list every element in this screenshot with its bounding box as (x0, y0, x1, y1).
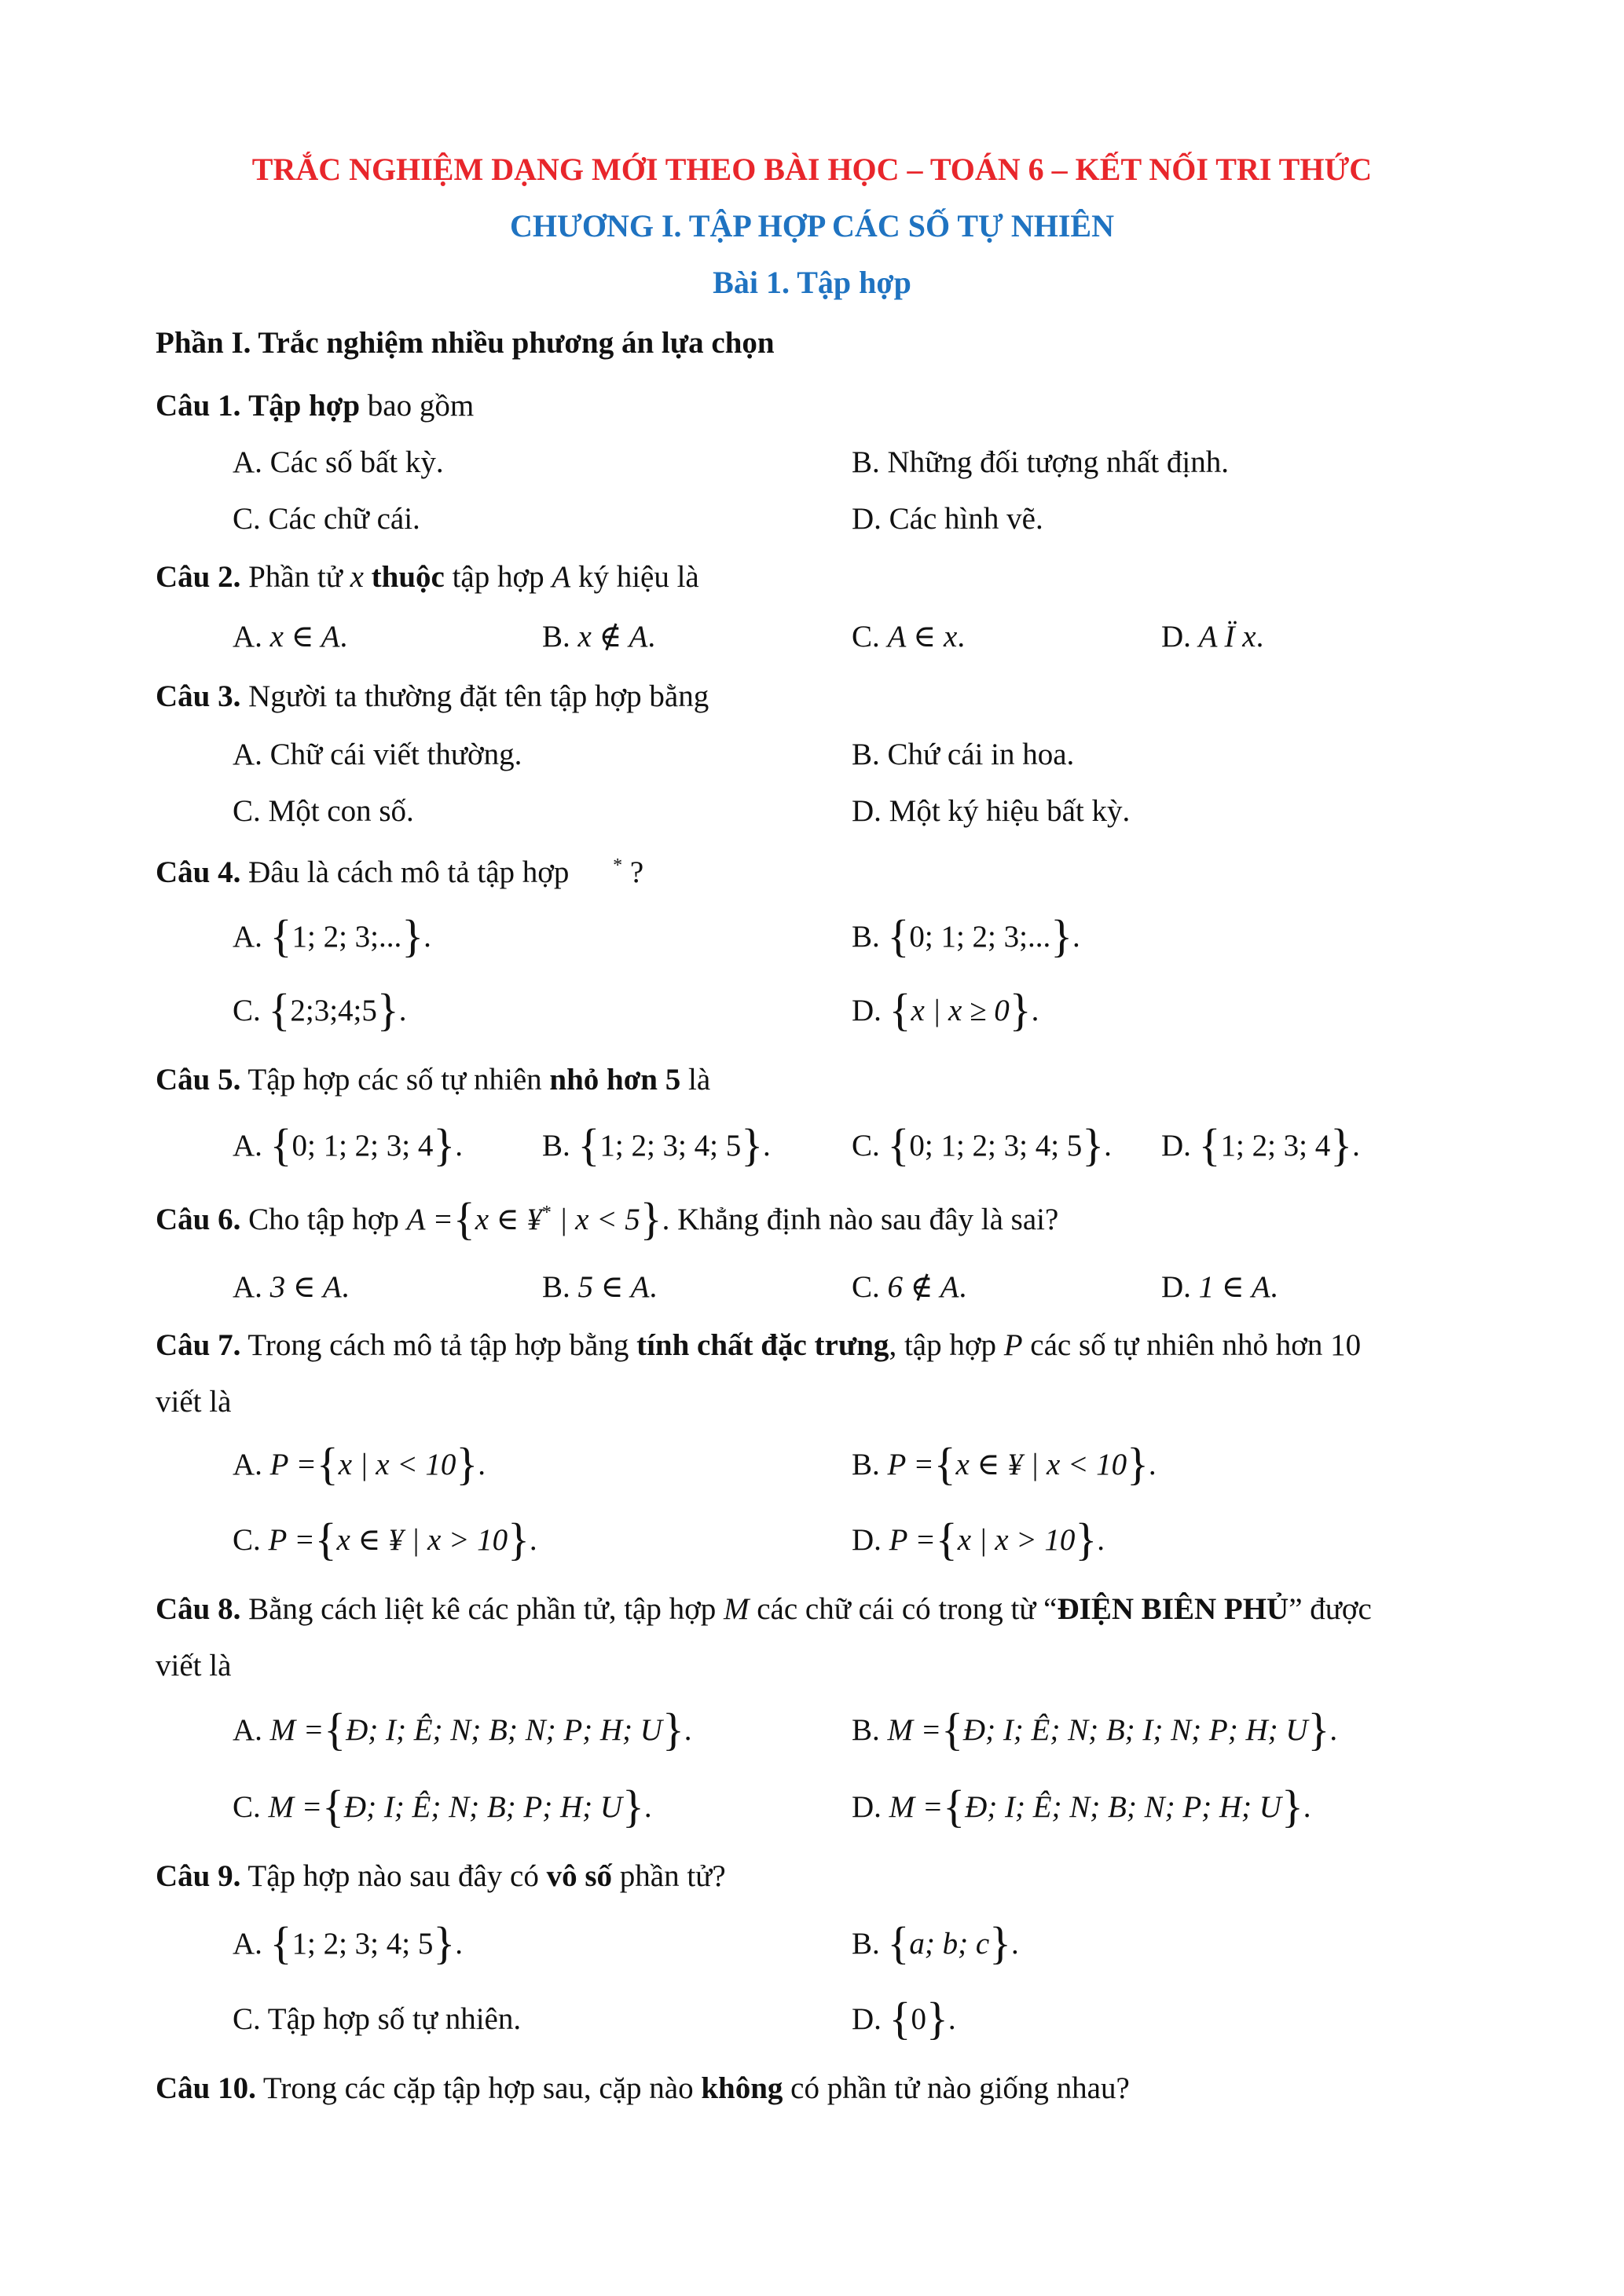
option-letter: B. (852, 1448, 888, 1481)
option-math: Đ; I; Ê; N; B; P; H; U (343, 1790, 623, 1824)
option-math: M = (887, 1713, 942, 1747)
q1-option-b[interactable]: B. Những đối tượng nhất định. (852, 445, 1229, 479)
option-letter: C. (233, 994, 269, 1027)
q9-option-c[interactable]: C. Tập hợp số tự nhiên. (233, 2002, 522, 2036)
q9-option-a[interactable]: A. {1; 2; 3; 4; 5}. (233, 1917, 463, 1968)
question-9 (156, 1858, 726, 1894)
option-letter: A. (233, 920, 270, 954)
question-8 (156, 1591, 1372, 1627)
document-title: TRẮC NGHIỆM DẠNG MỚI THEO BÀI HỌC – TOÁN 6 – KẾT NỐI TRI THỨC (251, 152, 1373, 187)
question-8-continued: viết là (156, 1649, 232, 1683)
q7-option-a[interactable]: A. P ={x | x < 10}. (233, 1438, 486, 1489)
question-number: Câu 3. (156, 679, 241, 713)
q3-option-b[interactable]: B. Chứ cái in hoa. (852, 738, 1075, 771)
question-text: các chữ cái có trong từ “ (749, 1592, 1058, 1626)
q5-option-a[interactable]: A. {0; 1; 2; 3; 4}. (233, 1119, 463, 1170)
option-letter: B. (852, 1713, 888, 1747)
q4-option-c[interactable]: C. {2;3;4;5}. (233, 984, 407, 1035)
option-math: a; b; c (909, 1927, 990, 1961)
option-math: 6 ∉ A (887, 1270, 959, 1304)
q5-option-c[interactable]: C. {0; 1; 2; 3; 4; 5}. (852, 1119, 1112, 1170)
question-text: ” được (1289, 1592, 1372, 1626)
question-number: Câu 1. (156, 389, 241, 423)
q4-option-b[interactable]: B. {0; 1; 2; 3;...}. (852, 910, 1080, 961)
option-letter: C. (852, 1270, 888, 1304)
superscript: * (613, 855, 623, 876)
option-letter: D. (852, 2002, 889, 2036)
section-heading: Phần I. Trắc nghiệm nhiều phương án lựa chọn (156, 326, 775, 360)
q4-option-a[interactable]: A. {1; 2; 3;...}. (233, 910, 431, 961)
question-text: là (680, 1063, 711, 1097)
option-letter: C. (233, 1523, 269, 1557)
q5-option-d[interactable]: D. {1; 2; 3; 4}. (1161, 1119, 1360, 1170)
question-number: Câu 8. (156, 1592, 241, 1626)
option-math: 0; 1; 2; 3;... (909, 920, 1051, 954)
question-text: ký hiệu là (570, 560, 699, 594)
option-letter: C. (852, 1129, 888, 1163)
math-var: M (723, 1592, 750, 1626)
option-letter: C. (233, 1790, 269, 1824)
question-number: Câu 10. (156, 2071, 256, 2105)
question-text: Bằng cách liệt kê các phần tử, tập hợp (240, 1592, 724, 1626)
option-math: x | x < 10 (338, 1448, 456, 1481)
option-letter: B. (852, 920, 888, 954)
question-number: Câu 9. (156, 1859, 241, 1893)
question-keyword: thuộc (371, 560, 445, 594)
option-math: 1; 2; 3; 4; 5 (291, 1927, 434, 1961)
superscript: * (541, 1203, 552, 1223)
option-math: M = (269, 1713, 324, 1747)
option-letter: B. (542, 1270, 578, 1304)
q8-option-a[interactable]: A. M ={Đ; I; Ê; N; B; N; P; H; U}. (233, 1704, 692, 1755)
question-2 (156, 559, 699, 595)
option-math: x ∈ A (269, 620, 340, 654)
question-text: Phần tử (240, 560, 350, 594)
option-letter: D. (1161, 1270, 1199, 1304)
option-letter: A. (233, 1129, 270, 1163)
option-letter: D. (1161, 620, 1199, 654)
option-math: x ∉ A (577, 620, 648, 654)
option-math: Đ; I; Ê; N; B; N; P; H; U (965, 1790, 1281, 1824)
math-expr: | x < 5 (551, 1203, 640, 1236)
question-text: Cho tập hợp (240, 1203, 407, 1236)
option-letter: D. (852, 1523, 889, 1557)
option-math: 2;3;4;5 (290, 994, 377, 1027)
option-math: Đ; I; Ê; N; B; N; P; H; U (346, 1713, 662, 1747)
question-text: . Khẳng định nào sau đây là sai? (662, 1203, 1059, 1236)
q4-option-d[interactable]: D. {x | x ≥ 0}. (852, 984, 1039, 1035)
option-math: x | x ≥ 0 (911, 994, 1010, 1027)
option-letter: B. (852, 1927, 888, 1961)
question-keyword: Tập hợp (248, 389, 361, 423)
q3-option-d[interactable]: D. Một ký hiệu bất kỳ. (852, 794, 1131, 828)
question-5 (156, 1062, 710, 1097)
q9-option-d[interactable]: D. {0}. (852, 1993, 956, 2044)
question-text: Người ta thường đặt tên tập hợp bằng (240, 679, 709, 713)
question-7 (156, 1327, 1361, 1363)
question-10 (156, 2071, 1130, 2106)
question-number: Câu 6. (156, 1203, 241, 1236)
question-text: Trong cách mô tả tập hợp bằng (240, 1328, 637, 1362)
option-math: x ∈ ¥ | x < 10 (955, 1448, 1127, 1481)
option-math: 1; 2; 3;... (291, 920, 402, 954)
q1-option-d[interactable]: D. Các hình vẽ. (852, 502, 1043, 536)
option-math: Đ; I; Ê; N; B; I; N; P; H; U (962, 1713, 1308, 1747)
q7-option-b[interactable]: B. P ={x ∈ ¥ | x < 10}. (852, 1438, 1157, 1489)
q8-option-b[interactable]: B. M ={Đ; I; Ê; N; B; I; N; P; H; U}. (852, 1704, 1338, 1755)
option-math: 0 (911, 2002, 927, 2036)
option-math: 1; 2; 3; 4; 5 (599, 1129, 742, 1163)
q6-option-a[interactable]: A. 3 ∈ A. (233, 1270, 350, 1304)
option-math: 3 ∈ A (269, 1270, 342, 1304)
q2-option-a[interactable]: A. x ∈ A. (233, 620, 348, 654)
option-letter: A. (233, 620, 270, 654)
option-letter: B. (542, 1129, 578, 1163)
option-letter: D. (852, 1790, 889, 1824)
question-6: Câu 6. Cho tập hợp A ={x ∈ ¥* | x < 5}. Khẳng định nào sau đây là sai? (156, 1193, 1059, 1244)
question-number: Câu 7. (156, 1328, 241, 1362)
math-var: A (552, 560, 571, 594)
option-letter: C. (852, 620, 888, 654)
q5-option-b[interactable]: B. {1; 2; 3; 4; 5}. (542, 1119, 771, 1170)
q7-option-d[interactable]: D. P ={x | x > 10}. (852, 1514, 1105, 1565)
option-math: x | x > 10 (957, 1523, 1076, 1557)
q6-option-b[interactable]: B. 5 ∈ A. (542, 1270, 658, 1304)
option-math: 1; 2; 3; 4 (1220, 1129, 1331, 1163)
option-letter: A. (233, 1927, 270, 1961)
option-math: P = (269, 1448, 317, 1481)
lesson-title: Bài 1. Tập hợp (713, 265, 911, 300)
q2-option-b[interactable]: B. x ∉ A. (542, 620, 656, 654)
question-text: ? (622, 855, 644, 889)
q8-option-d[interactable]: D. M ={Đ; I; Ê; N; B; N; P; H; U}. (852, 1781, 1311, 1832)
q9-option-b[interactable]: B. {a; b; c}. (852, 1917, 1019, 1968)
option-letter: D. (852, 994, 889, 1027)
option-math: 1 ∈ A (1198, 1270, 1270, 1304)
option-math: A ∈ x (887, 620, 958, 654)
option-letter: A. (233, 1448, 270, 1481)
option-math: 0; 1; 2; 3; 4 (291, 1129, 434, 1163)
option-math: 0; 1; 2; 3; 4; 5 (909, 1129, 1083, 1163)
q2-option-c[interactable]: C. A ∈ x. (852, 620, 966, 654)
question-number: Câu 2. (156, 560, 241, 594)
option-math: M = (889, 1790, 944, 1824)
question-number: Câu 4. (156, 855, 241, 889)
question-keyword: ĐIỆN BIÊN PHỦ (1057, 1592, 1289, 1626)
question-text: Tập hợp các số tự nhiên (240, 1063, 550, 1097)
q8-option-c[interactable]: C. M ={Đ; I; Ê; N; B; P; H; U}. (233, 1781, 652, 1832)
q7-option-c[interactable]: C. P ={x ∈ ¥ | x > 10}. (233, 1514, 537, 1565)
question-text: phần tử? (612, 1859, 726, 1893)
option-letter: A. (233, 1270, 270, 1304)
question-text: bao gồm (360, 389, 475, 423)
math-expr: x ∈ ¥ (475, 1203, 542, 1236)
q1-option-a[interactable]: A. Các số bất kỳ. (233, 445, 444, 479)
question-text: tập hợp (444, 560, 552, 594)
question-text: , tập hợp (889, 1328, 1004, 1362)
option-math: P = (889, 1523, 936, 1557)
option-letter: A. (233, 1713, 270, 1747)
q1-option-c[interactable]: C. Các chữ cái. (233, 502, 420, 536)
q6-option-c[interactable]: C. 6 ∉ A. (852, 1270, 967, 1304)
math-var: x (350, 560, 364, 594)
question-7-continued: viết là (156, 1385, 232, 1419)
option-math: A Ï x (1198, 620, 1256, 654)
chapter-title: CHƯƠNG I. TẬP HỢP CÁC SỐ TỰ NHIÊN (510, 208, 1114, 244)
q3-option-c[interactable]: C. Một con số. (233, 794, 414, 828)
question-number: Câu 5. (156, 1063, 241, 1097)
question-keyword: không (701, 2071, 783, 2105)
q3-option-a[interactable]: A. Chữ cái viết thường. (233, 738, 522, 771)
question-text: Trong các cặp tập hợp sau, cặp nào (255, 2071, 702, 2105)
question-text: Đâu là cách mô tả tập hợp (240, 855, 577, 889)
option-math: M = (268, 1790, 323, 1824)
math-var: P (1003, 1328, 1023, 1362)
math-expr: A = (406, 1203, 453, 1236)
question-3 (156, 679, 709, 714)
option-math: x ∈ ¥ | x > 10 (336, 1523, 508, 1557)
q2-option-d[interactable]: D. A Ï x. (1161, 620, 1264, 654)
option-math: P = (268, 1523, 315, 1557)
question-keyword: vô số (546, 1859, 613, 1893)
question-4 (156, 855, 643, 890)
question-keyword: tính chất đặc trưng (636, 1328, 889, 1362)
question-text: các số tự nhiên nhỏ hơn 10 (1022, 1328, 1362, 1362)
option-math: P = (887, 1448, 934, 1481)
question-text: Tập hợp nào sau đây có (240, 1859, 547, 1893)
question-1 (156, 388, 474, 423)
question-text: có phần tử nào giống nhau? (783, 2071, 1130, 2105)
option-math: 5 ∈ A (577, 1270, 650, 1304)
question-keyword: nhỏ hơn 5 (549, 1063, 681, 1097)
q6-option-d[interactable]: D. 1 ∈ A. (1161, 1270, 1278, 1304)
option-letter: D. (1161, 1129, 1199, 1163)
option-letter: B. (542, 620, 578, 654)
